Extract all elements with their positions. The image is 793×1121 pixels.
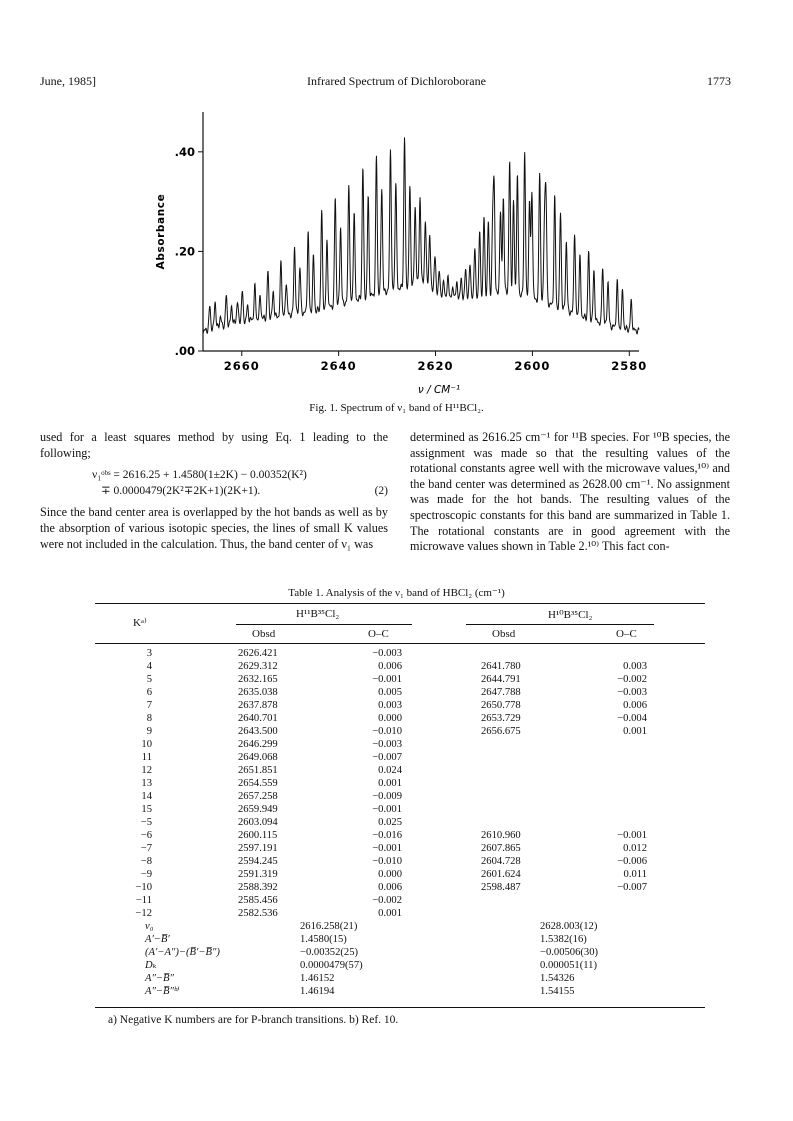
oc-10b-cell: −0.003: [617, 687, 647, 698]
constant-row: [95, 972, 705, 985]
y-tick-label: .40: [174, 144, 195, 159]
obsd-10b-cell: 2656.675: [481, 726, 521, 737]
k-cell: 5: [146, 674, 152, 685]
table-row: [95, 855, 705, 868]
constant-row: [95, 985, 705, 998]
oc-10b-cell: 0.011: [623, 869, 647, 880]
page-number: 1773: [707, 74, 731, 88]
right-column: [410, 430, 730, 555]
table-row: [95, 660, 705, 673]
oc-10b-cell: −0.002: [617, 674, 647, 685]
table-row: [95, 803, 705, 816]
oc-10b-cell: −0.006: [617, 856, 647, 867]
table-k-header: Kᵃ⁾: [133, 617, 147, 629]
constant-11b-value: 1.46194: [300, 986, 335, 997]
obsd-10b-cell: 2598.487: [481, 882, 521, 893]
obsd-11b-cell: 2646.299: [238, 739, 278, 750]
y-axis-label: Absorbance: [155, 193, 167, 270]
running-head-title: Infrared Spectrum of Dichloroborane: [307, 74, 486, 88]
k-cell: 4: [146, 661, 152, 672]
oc-11b-cell: −0.001: [372, 843, 402, 854]
k-cell: −10: [135, 882, 152, 893]
constant-10b-value: 0.000051(11): [540, 960, 597, 971]
constant-label: ν₀: [145, 921, 154, 932]
oc-11b-cell: −0.001: [372, 804, 402, 815]
k-cell: 13: [141, 778, 152, 789]
k-cell: −12: [135, 908, 152, 919]
table-row: [95, 868, 705, 881]
table-row: [95, 777, 705, 790]
x-tick-label: 2580: [611, 359, 648, 373]
table-footnote: a) Negative K numbers are for P-branch transitions. b) Ref. 10.: [108, 1014, 399, 1026]
left-paragraph-2: Since the band center area is overlapped by the hot bands as well as by the absorption of various isotopic species, the lines of small K values were not included in the calculation. Thus, the band center of ν₁ was: [40, 505, 388, 551]
table-row: [95, 764, 705, 777]
oc-10b-cell: −0.004: [617, 713, 647, 724]
table-body: [95, 647, 705, 998]
constant-row: [95, 959, 705, 972]
table-row: [95, 712, 705, 725]
left-column: [40, 430, 388, 552]
k-cell: 6: [146, 687, 152, 698]
oc-10b-cell: 0.001: [623, 726, 647, 737]
oc-11b-cell: 0.024: [378, 765, 402, 776]
group-rule-1: [236, 624, 412, 625]
oc-10b-cell: −0.007: [617, 882, 647, 893]
k-cell: 8: [146, 713, 152, 724]
oc-11b-cell: 0.001: [378, 778, 402, 789]
table-header-rule: [95, 643, 705, 644]
k-cell: 15: [141, 804, 152, 815]
obsd-11b-cell: 2649.068: [238, 752, 278, 763]
obsd-10b-cell: 2610.960: [481, 830, 521, 841]
constant-label: A″−B̅″ᵇ⁾: [145, 986, 180, 997]
k-cell: 10: [141, 739, 152, 750]
obsd-10b-cell: 2607.865: [481, 843, 521, 854]
oc-11b-cell: 0.000: [378, 713, 402, 724]
oc-11b-cell: 0.000: [378, 869, 402, 880]
obsd-11b-cell: 2640.701: [238, 713, 278, 724]
obsd-11b-cell: 2632.165: [238, 674, 278, 685]
table-row: [95, 725, 705, 738]
oc-11b-cell: −0.009: [372, 791, 402, 802]
k-cell: 3: [146, 648, 152, 659]
obsd-10b-cell: 2604.728: [481, 856, 521, 867]
constant-10b-value: 2628.003(12): [540, 921, 598, 932]
obsd-11b-cell: 2659.949: [238, 804, 278, 815]
constant-11b-value: 2616.258(21): [300, 921, 358, 932]
obsd-11b-cell: 2626.421: [238, 648, 278, 659]
oc-10b-cell: 0.006: [623, 700, 647, 711]
constant-11b-value: 1.4580(15): [300, 934, 347, 945]
obsd-11b-cell: 2585.456: [238, 895, 278, 906]
obsd-11b-cell: 2588.392: [238, 882, 278, 893]
obsd-11b-cell: 2643.500: [238, 726, 278, 737]
oc-11b-cell: −0.003: [372, 648, 402, 659]
constant-11b-value: −0.00352(25): [300, 947, 359, 958]
obsd-11b-cell: 2582.536: [238, 908, 278, 919]
k-cell: −5: [140, 817, 152, 828]
table-row: [95, 647, 705, 660]
table-row: [95, 816, 705, 829]
x-tick-label: 2600: [514, 359, 551, 373]
table-row: [95, 907, 705, 920]
oc-11b-cell: −0.003: [372, 739, 402, 750]
oc-11b-cell: 0.006: [378, 661, 402, 672]
oc-11b-cell: 0.001: [378, 908, 402, 919]
col-obsd-1: Obsd: [252, 628, 276, 640]
spectrum-figure: [150, 108, 650, 418]
constant-row: [95, 946, 705, 959]
equation-lhs: ν₁ᵒᵇˢ =: [92, 469, 123, 482]
k-cell: 7: [146, 700, 152, 711]
equation-number: (2): [374, 484, 388, 497]
constant-10b-value: 1.54155: [540, 986, 575, 997]
obsd-11b-cell: 2637.878: [238, 700, 278, 711]
table-row: [95, 751, 705, 764]
k-cell: 12: [141, 765, 152, 776]
equation-line-1: 2616.25 + 1.4580(1±2K) − 0.00352(K²): [122, 469, 307, 482]
table-top-rule: [95, 603, 705, 604]
constant-label: (A′−A″)−(B̅′−B̅″): [145, 947, 220, 958]
table-row: [95, 686, 705, 699]
table-row: [95, 790, 705, 803]
spectrum-chart: [150, 108, 650, 418]
obsd-10b-cell: 2601.624: [481, 869, 521, 880]
k-cell: −7: [140, 843, 152, 854]
obsd-11b-cell: 2657.258: [238, 791, 278, 802]
x-tick-label: 2660: [223, 359, 260, 373]
constant-label: A″−B̅″: [145, 973, 174, 984]
left-paragraph-1: used for a least squares method by using Eq. 1 leading to the following;: [40, 430, 388, 460]
figure-caption: Fig. 1. Spectrum of ν₁ band of H¹¹BCl₂.: [309, 402, 484, 414]
constant-10b-value: 1.54326: [540, 973, 575, 984]
oc-11b-cell: 0.003: [378, 700, 402, 711]
group-rule-2: [466, 624, 654, 625]
table-row: [95, 894, 705, 907]
k-cell: 9: [146, 726, 152, 737]
k-cell: −11: [135, 895, 152, 906]
constant-10b-value: 1.5382(16): [540, 934, 587, 945]
constant-label: Dₖ: [145, 960, 157, 971]
running-head-date: June, 1985]: [40, 74, 96, 88]
constant-row: [95, 933, 705, 946]
obsd-11b-cell: 2600.115: [238, 830, 278, 841]
right-paragraph: determined as 2616.25 cm⁻¹ for ¹¹B species. For ¹⁰B species, the assignment was made so that the resulting values of the rotational constants agree well with the microwave values,¹⁰⁾ and the band center was determined as 2628.00 cm⁻¹. No assignment was made for the hot bands. The resulting values of the spectroscopic constants for this band are summarized in Table 1. The rotational constants are in good agreement with the microwave values shown in Table 2.¹⁰⁾ This fact con-: [410, 430, 730, 554]
equation-line-2: ∓ 0.0000479(2K²∓2K+1)(2K+1).: [101, 484, 261, 497]
oc-11b-cell: −0.010: [372, 726, 402, 737]
x-axis-label: ν / CM⁻¹: [417, 384, 461, 396]
oc-10b-cell: 0.003: [623, 661, 647, 672]
oc-11b-cell: 0.025: [378, 817, 402, 828]
k-cell: −8: [140, 856, 152, 867]
constant-10b-value: −0.00506(30): [540, 947, 599, 958]
oc-11b-cell: 0.006: [378, 882, 402, 893]
x-tick-label: 2640: [320, 359, 357, 373]
constant-11b-value: 1.46152: [300, 973, 335, 984]
spectrum-series-line: [203, 137, 639, 333]
table-row: [95, 699, 705, 712]
obsd-11b-cell: 2603.094: [238, 817, 278, 828]
col-obsd-2: Obsd: [492, 628, 516, 640]
col-oc-1: O–C: [368, 628, 389, 640]
oc-11b-cell: −0.002: [372, 895, 402, 906]
table-row: [95, 829, 705, 842]
obsd-10b-cell: 2641.780: [481, 661, 521, 672]
obsd-10b-cell: 2647.788: [481, 687, 521, 698]
constant-row: [95, 920, 705, 933]
oc-11b-cell: 0.005: [378, 687, 402, 698]
table-row: [95, 842, 705, 855]
oc-11b-cell: −0.001: [372, 674, 402, 685]
obsd-11b-cell: 2654.559: [238, 778, 278, 789]
equation-2: [40, 468, 388, 499]
k-cell: 14: [141, 791, 152, 802]
obsd-10b-cell: 2644.791: [481, 674, 521, 685]
y-tick-label: .00: [174, 344, 195, 358]
k-cell: −9: [140, 869, 152, 880]
oc-10b-cell: −0.001: [617, 830, 647, 841]
constant-11b-value: 0.0000479(57): [300, 960, 363, 971]
oc-11b-cell: −0.007: [372, 752, 402, 763]
obsd-10b-cell: 2650.778: [481, 700, 521, 711]
obsd-11b-cell: 2635.038: [238, 687, 278, 698]
table-bottom-rule: [95, 1007, 705, 1008]
constant-label: A′−B̅′: [145, 934, 170, 945]
k-cell: −6: [140, 830, 152, 841]
table-row: [95, 881, 705, 894]
obsd-11b-cell: 2651.851: [238, 765, 278, 776]
obsd-11b-cell: 2591.319: [238, 869, 278, 880]
obsd-11b-cell: 2597.191: [238, 843, 278, 854]
obsd-11b-cell: 2629.312: [238, 661, 278, 672]
table-group-h11b: H¹¹B³⁵Cl₂: [296, 608, 340, 620]
k-cell: 11: [141, 752, 152, 763]
oc-10b-cell: 0.012: [623, 843, 647, 854]
obsd-11b-cell: 2594.245: [238, 856, 278, 867]
y-tick-label: .20: [174, 244, 195, 259]
obsd-10b-cell: 2653.729: [481, 713, 521, 724]
table-title: Table 1. Analysis of the ν₁ band of HBCl₂ (cm⁻¹): [288, 587, 505, 599]
table-group-h10b: H¹⁰B³⁵Cl₂: [548, 609, 593, 621]
table-row: [95, 738, 705, 751]
oc-11b-cell: −0.016: [372, 830, 402, 841]
x-tick-label: 2620: [417, 359, 454, 373]
table-row: [95, 673, 705, 686]
col-oc-2: O–C: [616, 628, 637, 640]
oc-11b-cell: −0.010: [372, 856, 402, 867]
